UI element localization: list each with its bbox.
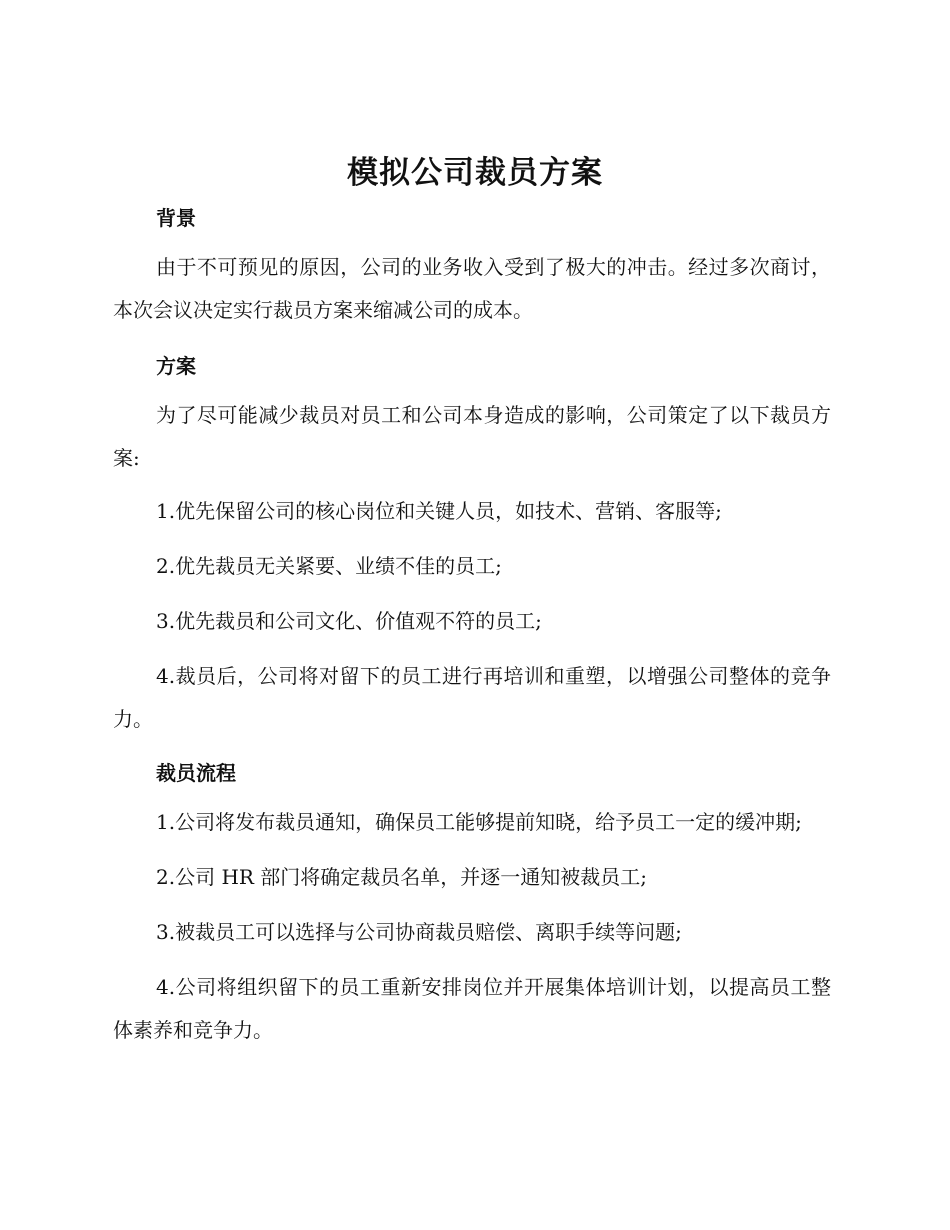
process-list-item: 4.公司将组织留下的员工重新安排岗位并开展集体培训计划，以提高员工整体素养和竞争力。 xyxy=(113,975,831,1042)
section-layoff-process xyxy=(113,753,831,1052)
section-heading-background: 背景 xyxy=(156,206,196,230)
document-body xyxy=(113,198,831,1064)
process-list-item: 1.公司将发布裁员通知，确保员工能够提前知晓，给予员工一定的缓冲期; xyxy=(156,810,802,834)
document-title: 模拟公司裁员方案 xyxy=(347,155,603,191)
plan-intro-paragraph: 为了尽可能减少裁员对员工和公司本身造成的影响，公司策定了以下裁员方案: xyxy=(113,403,831,470)
plan-list-item: 4.裁员后，公司将对留下的员工进行再培训和重塑，以增强公司整体的竞争力。 xyxy=(113,664,831,731)
section-background xyxy=(113,198,831,332)
plan-list-item: 3.优先裁员和公司文化、价值观不符的员工; xyxy=(156,609,542,633)
process-list-item: 3.被裁员工可以选择与公司协商裁员赔偿、离职手续等问题; xyxy=(156,920,682,944)
plan-list-item: 2.优先裁员无关紧要、业绩不佳的员工; xyxy=(156,554,502,578)
section-heading-plan: 方案 xyxy=(156,354,196,378)
plan-list-item: 1.优先保留公司的核心岗位和关键人员，如技术、营销、客服等; xyxy=(156,499,722,523)
section-heading-layoff-process: 裁员流程 xyxy=(156,761,236,785)
section-plan xyxy=(113,346,831,741)
process-list-item: 2.公司 HR 部门将确定裁员名单，并逐一通知被裁员工; xyxy=(156,865,648,889)
background-paragraph: 由于不可预见的原因，公司的业务收入受到了极大的冲击。经过多次商讨，本次会议决定实行裁员方案来缩减公司的成本。 xyxy=(113,255,831,322)
